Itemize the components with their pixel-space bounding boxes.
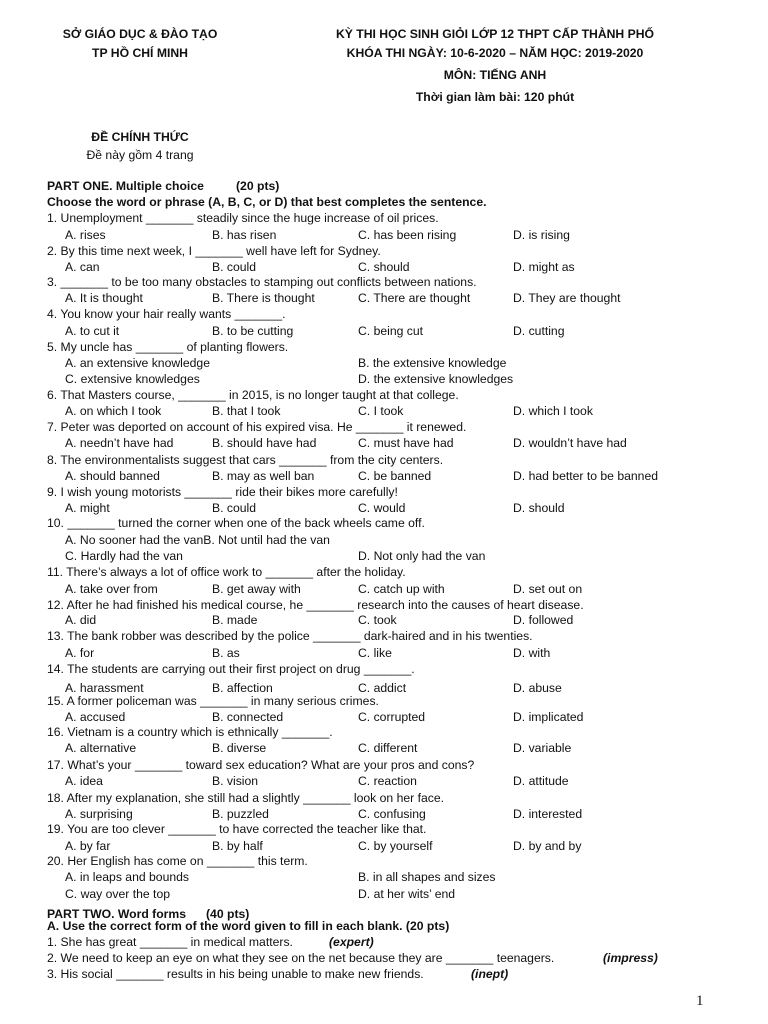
option-a: A. surprising	[65, 807, 133, 821]
option-a: A. an extensive knowledge	[65, 356, 210, 370]
question-stem: 1. Unemployment _______ steadily since the huge increase of oil prices.	[47, 211, 439, 225]
pages-note: Đề này gồm 4 trang	[86, 148, 194, 162]
word-form-item: 2. We need to keep an eye on what they see on the net because they are _______ teenagers.	[47, 951, 555, 965]
option-c: C. way over the top	[65, 887, 170, 901]
option-d: D. abuse	[513, 681, 562, 695]
option-d: D. at her wits’ end	[358, 887, 456, 901]
option-c: C. by yourself	[358, 839, 433, 853]
option-b: B. puzzled	[212, 807, 269, 821]
word-hint: (expert)	[329, 935, 374, 949]
option-b: B. should have had	[212, 436, 317, 450]
option-b: B. get away with	[212, 582, 301, 596]
part-one-points: (20 pts)	[236, 179, 280, 193]
question-stem: 15. A former policeman was _______ in many serious crimes.	[47, 694, 379, 708]
option-c: C. must have had	[358, 436, 454, 450]
option-c: C. There are thought	[358, 291, 471, 305]
question-stem: 3. _______ to be too many obstacles to stamping out conflicts between nations.	[47, 275, 477, 289]
option-b: B. affection	[212, 681, 273, 695]
option-b: B. could	[212, 501, 257, 515]
exam-date: KHÓA THI NGÀY: 10-6-2020 – NĂM HỌC: 2019-2020	[346, 46, 644, 60]
official-label: ĐỀ CHÍNH THỨC	[91, 130, 189, 144]
option-c: C. different	[358, 741, 418, 755]
question-stem: 4. You know your hair really wants _______.	[47, 307, 286, 321]
section-a-instruction: A. Use the correct form of the word given to fill in each blank. (20 pts)	[47, 919, 450, 933]
question-stem: 19. You are too clever _______ to have corrected the teacher like that.	[47, 822, 427, 836]
option-a: A. did	[65, 613, 97, 627]
option-d: D. variable	[513, 741, 572, 755]
option-d: D. with	[513, 646, 551, 660]
question-stem: 5. My uncle has _______ of planting flowers.	[47, 340, 289, 354]
option-d: D. Not only had the van	[358, 549, 486, 563]
option-c: C. should	[358, 260, 410, 274]
word-form-item: 1. She has great _______ in medical matters.	[47, 935, 293, 949]
option-a: A. idea	[65, 774, 103, 788]
option-c: C. being cut	[358, 324, 424, 338]
option-b: B. diverse	[212, 741, 267, 755]
option-a: A. accused	[65, 710, 126, 724]
option-b: B. that I took	[212, 404, 281, 418]
question-stem: 6. That Masters course, _______ in 2015, is no longer taught at that college.	[47, 388, 459, 402]
option-d: D. which I took	[513, 404, 593, 418]
question-stem: 18. After my explanation, she still had a slightly _______ look on her face.	[47, 791, 445, 805]
option-b: B. vision	[212, 774, 259, 788]
option-b: B. could	[212, 260, 257, 274]
question-stem: 13. The bank robber was described by the police _______ dark-haired and in his twenties.	[47, 629, 533, 643]
option-d: D. had better to be banned	[513, 469, 659, 483]
option-c: C. be banned	[358, 469, 432, 483]
option-d: D. They are thought	[513, 291, 621, 305]
part-two-heading: PART TWO. Word forms	[47, 907, 187, 921]
page-number: 1	[696, 993, 704, 1009]
exam-title: KỲ THI HỌC SINH GIỎI LỚP 12 THPT CẤP THÀNH PHỐ	[335, 27, 655, 41]
option-a: A. alternative	[65, 741, 137, 755]
question-stem: 8. The environmentalists suggest that cars _______ from the city centers.	[47, 453, 444, 467]
option-a: A. should banned	[65, 469, 160, 483]
option-d: D. wouldn’t have had	[513, 436, 627, 450]
option-c: C. has been rising	[358, 228, 457, 242]
subject: MÔN: TIẾNG ANH	[443, 68, 547, 82]
option-c: C. corrupted	[358, 710, 426, 724]
option-a: A. No sooner had the vanB. Not until had the van	[65, 533, 330, 547]
option-b: B. made	[212, 613, 258, 627]
option-d: D. interested	[513, 807, 583, 821]
question-stem: 7. Peter was deported on account of his expired visa. He _______ it renewed.	[47, 420, 467, 434]
option-d: D. cutting	[513, 324, 565, 338]
option-c: C. catch up with	[358, 582, 445, 596]
option-b: B. connected	[212, 710, 284, 724]
option-b: B. as	[212, 646, 240, 660]
option-d: D. set out on	[513, 582, 583, 596]
option-c: C. like	[358, 646, 392, 660]
option-d: D. the extensive knowledges	[358, 372, 514, 386]
option-a: A. by far	[65, 839, 111, 853]
option-a: A. harassment	[65, 681, 144, 695]
option-d: D. followed	[513, 613, 574, 627]
question-stem: 16. Vietnam is a country which is ethnically _______.	[47, 725, 333, 739]
option-b: B. in all shapes and sizes	[358, 870, 496, 884]
option-b: B. There is thought	[212, 291, 315, 305]
question-stem: 12. After he had finished his medical course, he _______ research into the causes of heart disease.	[47, 598, 584, 612]
option-c: C. extensive knowledges	[65, 372, 200, 386]
option-a: A. can	[65, 260, 100, 274]
option-c: C. reaction	[358, 774, 417, 788]
option-d: D. should	[513, 501, 565, 515]
time-allowed: Thời gian làm bài: 120 phút	[415, 90, 575, 104]
option-a: A. to cut it	[65, 324, 120, 338]
option-d: D. implicated	[513, 710, 584, 724]
part-one-heading: PART ONE. Multiple choice	[47, 179, 204, 193]
option-c: C. addict	[358, 681, 407, 695]
option-c: C. Hardly had the van	[65, 549, 183, 563]
question-stem: 17. What’s your _______ toward sex education? What are your pros and cons?	[47, 758, 475, 772]
option-b: B. may as well ban	[212, 469, 315, 483]
word-hint: (impress)	[603, 951, 658, 965]
part-one-instruction: Choose the word or phrase (A, B, C, or D) that best completes the sentence.	[47, 195, 487, 209]
option-a: A. on which I took	[65, 404, 162, 418]
option-c: C. I took	[358, 404, 404, 418]
option-d: D. might as	[513, 260, 575, 274]
question-stem: 9. I wish young motorists _______ ride their bikes more carefully!	[47, 485, 398, 499]
option-a: A. rises	[65, 228, 106, 242]
question-stem: 2. By this time next week, I _______ well have left for Sydney.	[47, 244, 381, 258]
option-a: A. needn’t have had	[65, 436, 174, 450]
option-b: B. by half	[212, 839, 263, 853]
option-d: D. by and by	[513, 839, 582, 853]
option-a: A. It is thought	[65, 291, 143, 305]
word-form-item: 3. His social _______ results in his being unable to make new friends.	[47, 967, 424, 981]
option-b: B. to be cutting	[212, 324, 294, 338]
option-c: C. took	[358, 613, 397, 627]
department-name: SỞ GIÁO DỤC & ĐÀO TẠO	[62, 27, 218, 41]
option-c: C. confusing	[358, 807, 426, 821]
option-a: A. for	[65, 646, 95, 660]
question-stem: 11. There’s always a lot of office work to _______ after the holiday.	[47, 565, 406, 579]
part-two-points: (40 pts)	[206, 907, 250, 921]
option-a: A. take over from	[65, 582, 158, 596]
city-name: TP HỒ CHÍ MINH	[92, 46, 188, 60]
option-d: D. is rising	[513, 228, 570, 242]
option-a: A. might	[65, 501, 110, 515]
question-stem: 14. The students are carrying out their first project on drug _______.	[47, 662, 415, 676]
question-stem: 20. Her English has come on _______ this term.	[47, 854, 308, 868]
option-a: A. in leaps and bounds	[65, 870, 189, 884]
option-b: B. has risen	[212, 228, 277, 242]
word-hint: (inept)	[471, 967, 509, 981]
option-b: B. the extensive knowledge	[358, 356, 507, 370]
option-d: D. attitude	[513, 774, 569, 788]
option-c: C. would	[358, 501, 406, 515]
question-stem: 10. _______ turned the corner when one of the back wheels came off.	[47, 516, 425, 530]
